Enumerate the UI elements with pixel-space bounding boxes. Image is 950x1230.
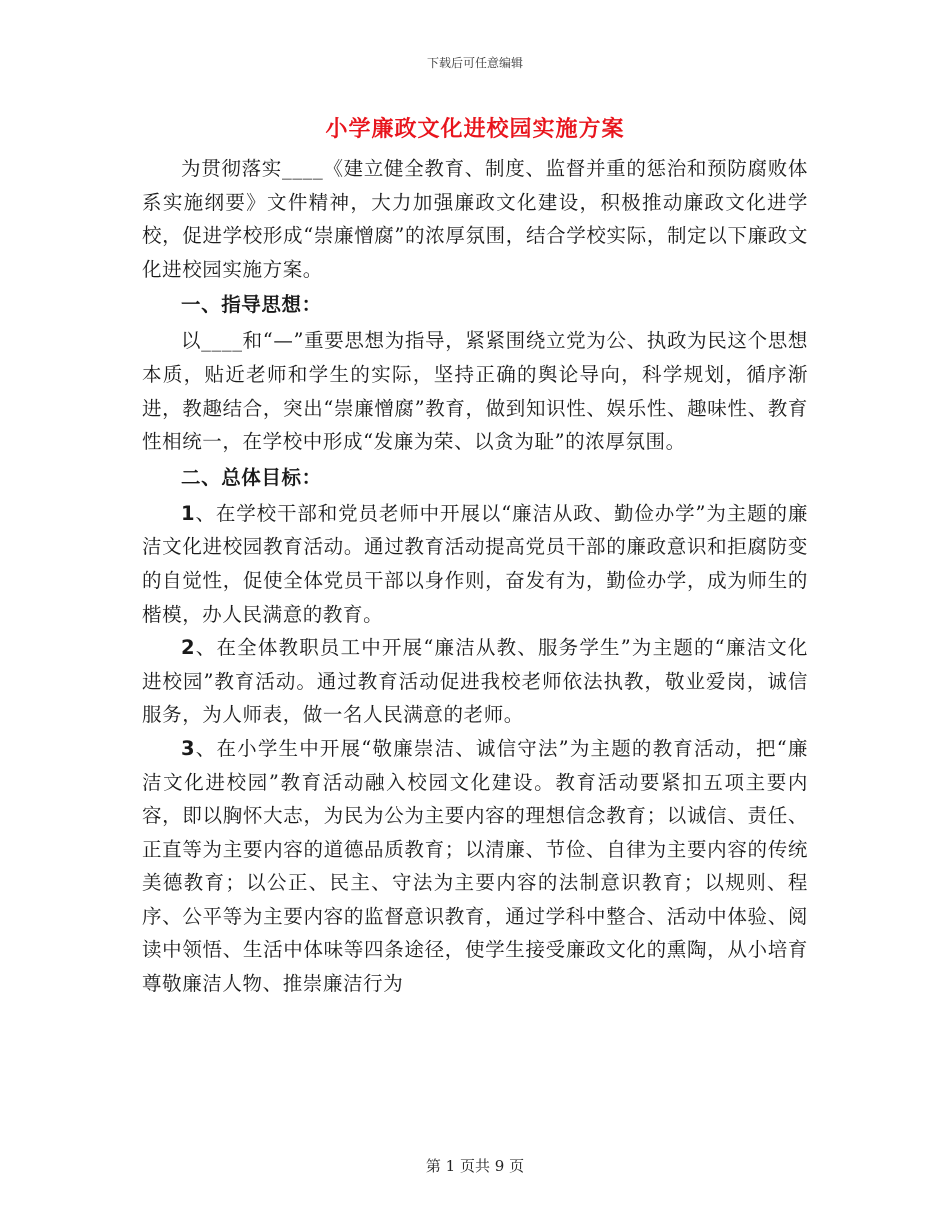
goal-item-2-number: 2 [181, 636, 196, 660]
document-body [142, 152, 808, 1001]
goal-item-3-number: 3 [181, 736, 196, 760]
goal-item-2-text: 、在全体教职员工中开展“廉洁从教、服务学生”为主题的“廉洁文化进校园”教育活动。通过教育活动促进我校老师依法执教，敬业爱岗，诚信服务，为人师表，做一名人民满意的老师。 [142, 636, 808, 727]
goal-item-1-text: 、在学校干部和党员老师中开展以“廉洁从政、勤俭办学”为主题的廉洁文化进校园教育活动。通过教育活动提高党员干部的廉政意识和拒腐防变的自觉性，促使全体党员干部以身作则，奋发有为，勤俭办学，成为师生的楷模，办人民满意的教育。 [142, 501, 808, 626]
goal-item-1-number: 1 [181, 501, 196, 525]
goal-item-3 [142, 732, 808, 1001]
section-heading-overall-goals: 二、总体目标： [181, 465, 322, 489]
goal-item-1 [142, 497, 808, 631]
page-number-footer: 第 1 页共 9 页 [425, 1157, 525, 1175]
goal-item-3-text: 、在小学生中开展“敬廉崇洁、诚信守法”为主题的教育活动，把“廉洁文化进校园”教育活动融入校园文化建设。教育活动要紧扣五项主要内容，即以胸怀大志，为民为公为主要内容的理想信念教育；以诚信、责任、正直等为主要内容的道德品质教育；以清廉、节俭、自律为主要内容的传统美德教育；以公正、民主、守法为主要内容的法制意识教育；以规则、程序、公平等为主要内容的监督意识教育，通过学科中整合、活动中体验、阅读中领悟、生活中体味等四条途径，使学生接受廉政文化的熏陶，从小培育尊敬廉洁人物、推崇廉洁行为 [142, 736, 808, 996]
document-title: 小学廉政文化进校园实施方案 [325, 117, 625, 142]
intro-paragraph: 为贯彻落实____《建立健全教育、制度、监督并重的惩治和预防腐败体系实施纲要》文件精神，大力加强廉政文化建设，积极推动廉政文化进学校，促进学校形成“崇廉憎腐”的浓厚氛围，结合学校实际，制定以下廉政文化进校园实施方案。 [142, 157, 808, 281]
guiding-thought-paragraph: 以____和“—”重要思想为指导，紧紧围绕立党为公、执政为民这个思想本质，贴近老师和学生的实际，坚持正确的舆论导向，科学规划，循序渐进，教趣结合，突出“崇廉憎腐”教育，做到知识性、娱乐性、趣味性、教育性相统一，在学校中形成“发廉为荣、以贪为耻”的浓厚氛围。 [142, 329, 808, 454]
page-header-note: 下载后可任意编辑 [426, 56, 523, 70]
goal-item-2 [142, 631, 808, 732]
section-heading-guiding-thought: 一、指导思想： [181, 293, 322, 317]
